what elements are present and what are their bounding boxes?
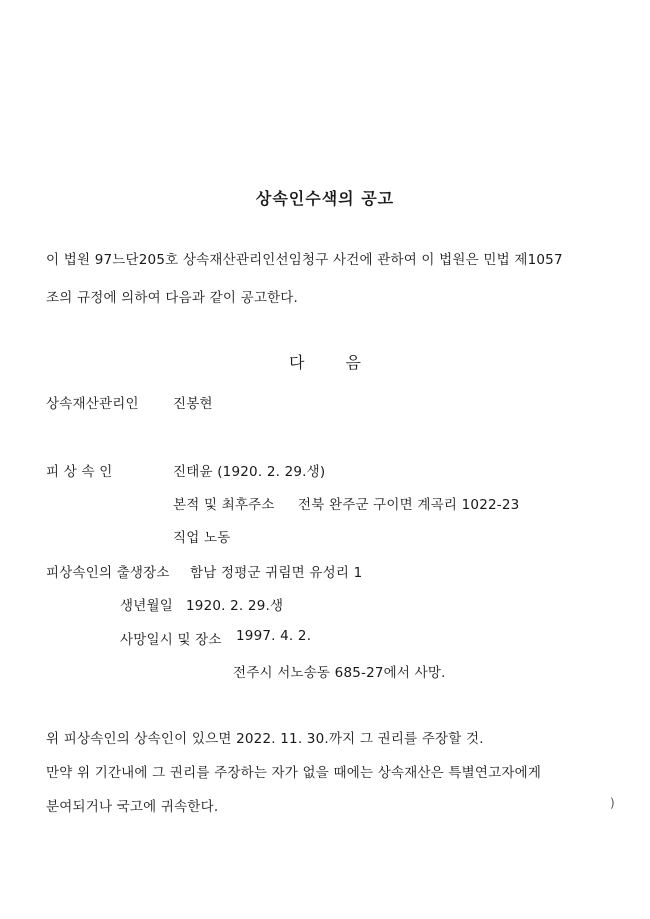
death-label: 사망일시 및 장소 — [120, 632, 222, 648]
notice-line-3: 분여되거나 국고에 귀속한다. — [46, 799, 219, 815]
decedent-name: 진태윤 (1920. 2. 29.생) — [173, 464, 326, 480]
death-place: 전주시 서노송동 685-27에서 사망. — [233, 665, 446, 681]
intro-line-2: 조의 규정에 의하여 다음과 같이 공고한다. — [46, 290, 299, 306]
address-label: 본적 및 최후주소 — [173, 497, 275, 513]
notice-line-1: 위 피상속인의 상속인이 있으면 2022. 11. 30.까지 그 권리를 주장할 것. — [46, 731, 484, 747]
address-value: 전북 완주군 구이면 계곡리 1022-23 — [298, 497, 520, 513]
heading-char-2: 음 — [345, 353, 362, 372]
decedent-job: 직업 노동 — [173, 530, 231, 546]
birthplace-label: 피상속인의 출생장소 — [46, 565, 170, 581]
section-heading — [0, 350, 650, 373]
decedent-label: 피 상 속 인 — [46, 464, 113, 480]
administrator-name: 진봉현 — [173, 396, 213, 412]
heading-char-1: 다 — [288, 353, 305, 372]
death-date: 1997. 4. 2. — [236, 628, 312, 644]
notice-title: 상속인수색의 공고 — [255, 189, 395, 208]
birthplace-value: 함남 정평군 귀림면 유성리 1 — [190, 565, 363, 581]
birthdate-value: 1920. 2. 29.생 — [186, 598, 284, 614]
notice-line-2: 만약 위 기간내에 그 권리를 주장하는 자가 없을 때에는 상속재산은 특별연고자에게 — [46, 765, 542, 781]
intro-line-1: 이 법원 97느단205호 상속재산관리인선임청구 사건에 관하여 이 법원은 민법 제1057 — [46, 252, 563, 268]
margin-mark: ) — [610, 796, 615, 810]
administrator-label: 상속재산관리인 — [46, 396, 139, 412]
birthdate-label: 생년월일 — [120, 598, 173, 614]
